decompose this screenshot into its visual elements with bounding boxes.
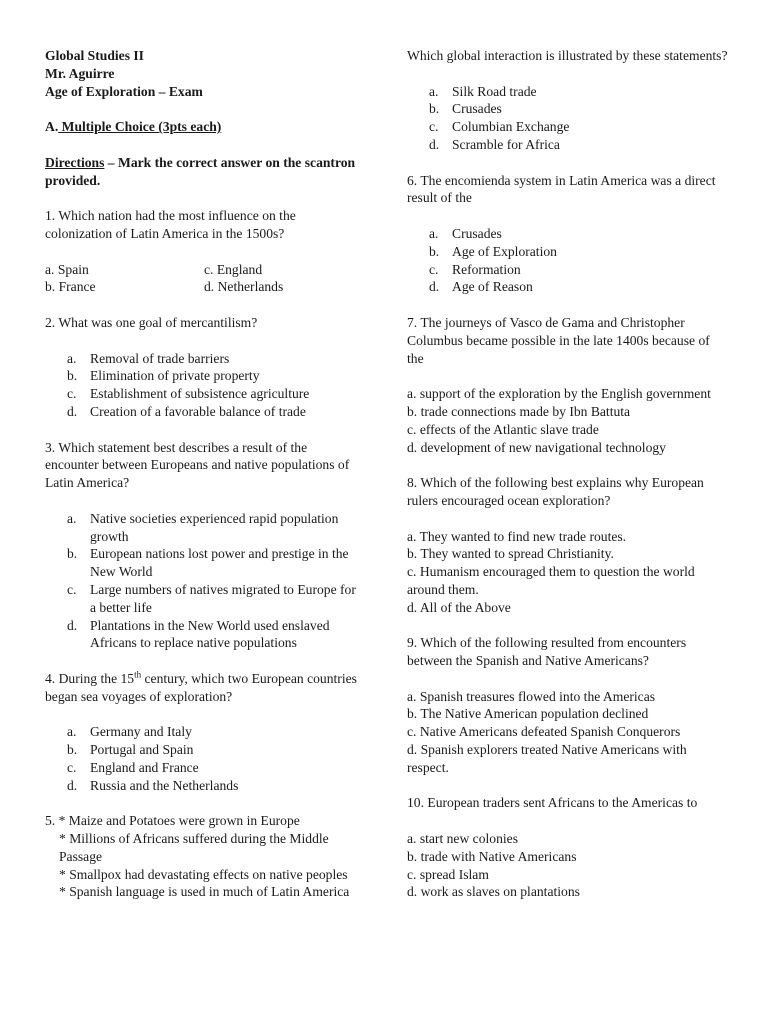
question-10-option-c: c. spread Islam [407, 866, 489, 882]
question-7-option-c: c. effects of the Atlantic slave trade [407, 421, 599, 437]
question-4-option [45, 759, 363, 777]
section-a-label: A. [45, 119, 59, 135]
question-3-option [45, 617, 363, 653]
option-letter: a. [67, 510, 77, 526]
option-text: Columbian Exchange [452, 119, 570, 135]
option-text: Crusades [452, 101, 502, 117]
question-10: 10. European traders sent Africans to the Americas to [407, 795, 698, 811]
question-4-superscript: th [134, 669, 142, 680]
option-letter: c. [67, 759, 77, 775]
option-text: Native societies experienced rapid population growth [90, 510, 339, 544]
question-2-option [45, 367, 363, 385]
option-text: Crusades [452, 225, 502, 241]
question-5-option [407, 136, 729, 154]
question-10-option-a: a. start new colonies [407, 831, 518, 847]
question-8-option-c: c. Humanism encouraged them to question the world around them. [407, 564, 695, 597]
question-6: 6. The encomienda system in Latin America was a direct result of the [407, 172, 716, 206]
option-letter: d. [67, 777, 78, 793]
question-6-option [407, 225, 729, 243]
option-text: Scramble for Africa [452, 136, 560, 152]
question-6-option [407, 243, 729, 261]
option-letter: b. [429, 101, 440, 117]
option-letter: a. [67, 350, 77, 366]
question-9: 9. Which of the following resulted from encounters between the Spanish and Native Americans? [407, 635, 687, 669]
option-text: Silk Road trade [452, 83, 537, 99]
option-letter: a. [429, 225, 439, 241]
option-text: England and France [90, 759, 199, 775]
question-10-option-b: b. trade with Native Americans [407, 848, 577, 864]
question-4-option [45, 723, 363, 741]
question-9-option-d: d. Spanish explorers treated Native Americans with respect. [407, 742, 687, 775]
option-letter: c. [429, 261, 439, 277]
question-7: 7. The journeys of Vasco de Gama and Christopher Columbus became possible in the late 1400s because of the [407, 314, 710, 366]
question-10-options [407, 830, 729, 901]
question-1-option-a: a. Spain [45, 261, 89, 277]
question-5-statement-2: * Millions of Africans suffered during the Middle Passage [59, 831, 329, 864]
question-10-option-d: d. work as slaves on plantations [407, 884, 580, 900]
question-4 [45, 670, 363, 706]
option-letter: d. [429, 136, 440, 152]
question-4-option [45, 741, 363, 759]
option-text: Age of Reason [452, 279, 533, 295]
question-4-options [45, 723, 363, 794]
question-2-option [45, 385, 363, 403]
question-3-option [45, 581, 363, 617]
section-a-title: Multiple Choice (3pts each) [58, 119, 222, 135]
question-5-statement-1: 5. * Maize and Potatoes were grown in Europe [45, 813, 300, 829]
option-text: Russia and the Netherlands [90, 777, 239, 793]
question-5: Which global interaction is illustrated by these statements? [407, 48, 728, 63]
question-8-options [407, 528, 729, 617]
question-5-statement-4: * Spanish language is used in much of Latin America [59, 884, 350, 900]
question-6-option [407, 261, 729, 279]
question-7-options [407, 385, 729, 456]
question-4-prefix: 4. During the 15 [45, 670, 135, 686]
question-9-option-a: a. Spanish treasures flowed into the Americas [407, 688, 656, 704]
option-text: Portugal and Spain [90, 742, 194, 758]
question-8-option-d: d. All of the Above [407, 599, 511, 615]
question-5-option [407, 118, 729, 136]
question-5-option [407, 83, 729, 101]
question-9-option-b: b. The Native American population declined [407, 706, 649, 722]
option-text: Age of Exploration [452, 243, 557, 259]
question-2-options [45, 350, 363, 421]
option-text: Removal of trade barriers [90, 350, 230, 366]
directions-text: – Mark the correct answer on the scantron provided. [45, 154, 356, 188]
question-1-option-d: d. Netherlands [204, 279, 284, 295]
option-text: Establishment of subsistence agriculture [90, 386, 310, 402]
question-3: 3. Which statement best describes a result of the encounter between Europeans and native populations of Latin America? [45, 439, 350, 491]
directions-label: Directions [45, 154, 105, 170]
question-7-option-b: b. trade connections made by Ibn Battuta [407, 403, 631, 419]
directions [45, 154, 363, 190]
option-letter: d. [67, 617, 78, 633]
option-letter: c. [67, 386, 77, 402]
question-1-options [45, 261, 363, 297]
option-text: Large numbers of natives migrated to Europe for a better life [90, 581, 356, 615]
question-7-option-a: a. support of the exploration by the English government [407, 386, 711, 402]
left-column [45, 47, 363, 901]
question-4-suffix: century, which two European countries began sea voyages of exploration? [45, 670, 357, 704]
option-letter: b. [429, 243, 440, 259]
option-text: Germany and Italy [90, 724, 192, 740]
option-letter: b. [67, 546, 78, 562]
option-letter: a. [67, 724, 77, 740]
option-letter: d. [67, 403, 78, 419]
option-letter: c. [429, 119, 439, 135]
option-letter: a. [429, 83, 439, 99]
question-8-option-b: b. They wanted to spread Christianity. [407, 546, 614, 562]
question-8-option-a: a. They wanted to find new trade routes. [407, 528, 627, 544]
question-3-option [45, 545, 363, 581]
question-8: 8. Which of the following best explains why European rulers encouraged ocean exploration? [407, 475, 704, 508]
option-text: European nations lost power and prestige in the New World [90, 546, 349, 580]
question-4-option [45, 777, 363, 795]
exam-title: Age of Exploration – Exam [45, 83, 203, 99]
option-letter: d. [429, 279, 440, 295]
right-column [407, 47, 729, 901]
question-9-option-c: c. Native Americans defeated Spanish Conquerors [407, 724, 681, 740]
section-a-heading [45, 118, 363, 136]
question-5-options [407, 83, 729, 154]
option-letter: b. [67, 368, 78, 384]
question-9-options [407, 688, 729, 777]
question-6-option [407, 278, 729, 296]
option-text: Plantations in the New World used enslaved Africans to replace native populations [90, 617, 330, 651]
question-1-option-c: c. England [204, 261, 263, 277]
teacher-name: Mr. Aguirre [45, 65, 115, 81]
question-2-option [45, 350, 363, 368]
question-1-option-b: b. France [45, 279, 96, 295]
question-2: 2. What was one goal of mercantilism? [45, 314, 258, 330]
option-text: Reformation [452, 261, 521, 277]
question-3-options [45, 510, 363, 652]
question-5-option [407, 100, 729, 118]
option-text: Elimination of private property [90, 368, 260, 384]
course-title: Global Studies II [45, 48, 144, 63]
question-3-option [45, 510, 363, 546]
question-1: 1. Which nation had the most influence on the colonization of Latin America in the 1500s? [45, 208, 296, 241]
question-6-options [407, 225, 729, 296]
question-5-statement-3: * Smallpox had devastating effects on native peoples [59, 866, 348, 882]
question-2-option [45, 403, 363, 421]
option-text: Creation of a favorable balance of trade [90, 403, 306, 419]
option-letter: c. [67, 581, 77, 597]
option-letter: b. [67, 742, 78, 758]
question-7-option-d: d. development of new navigational technology [407, 439, 666, 455]
